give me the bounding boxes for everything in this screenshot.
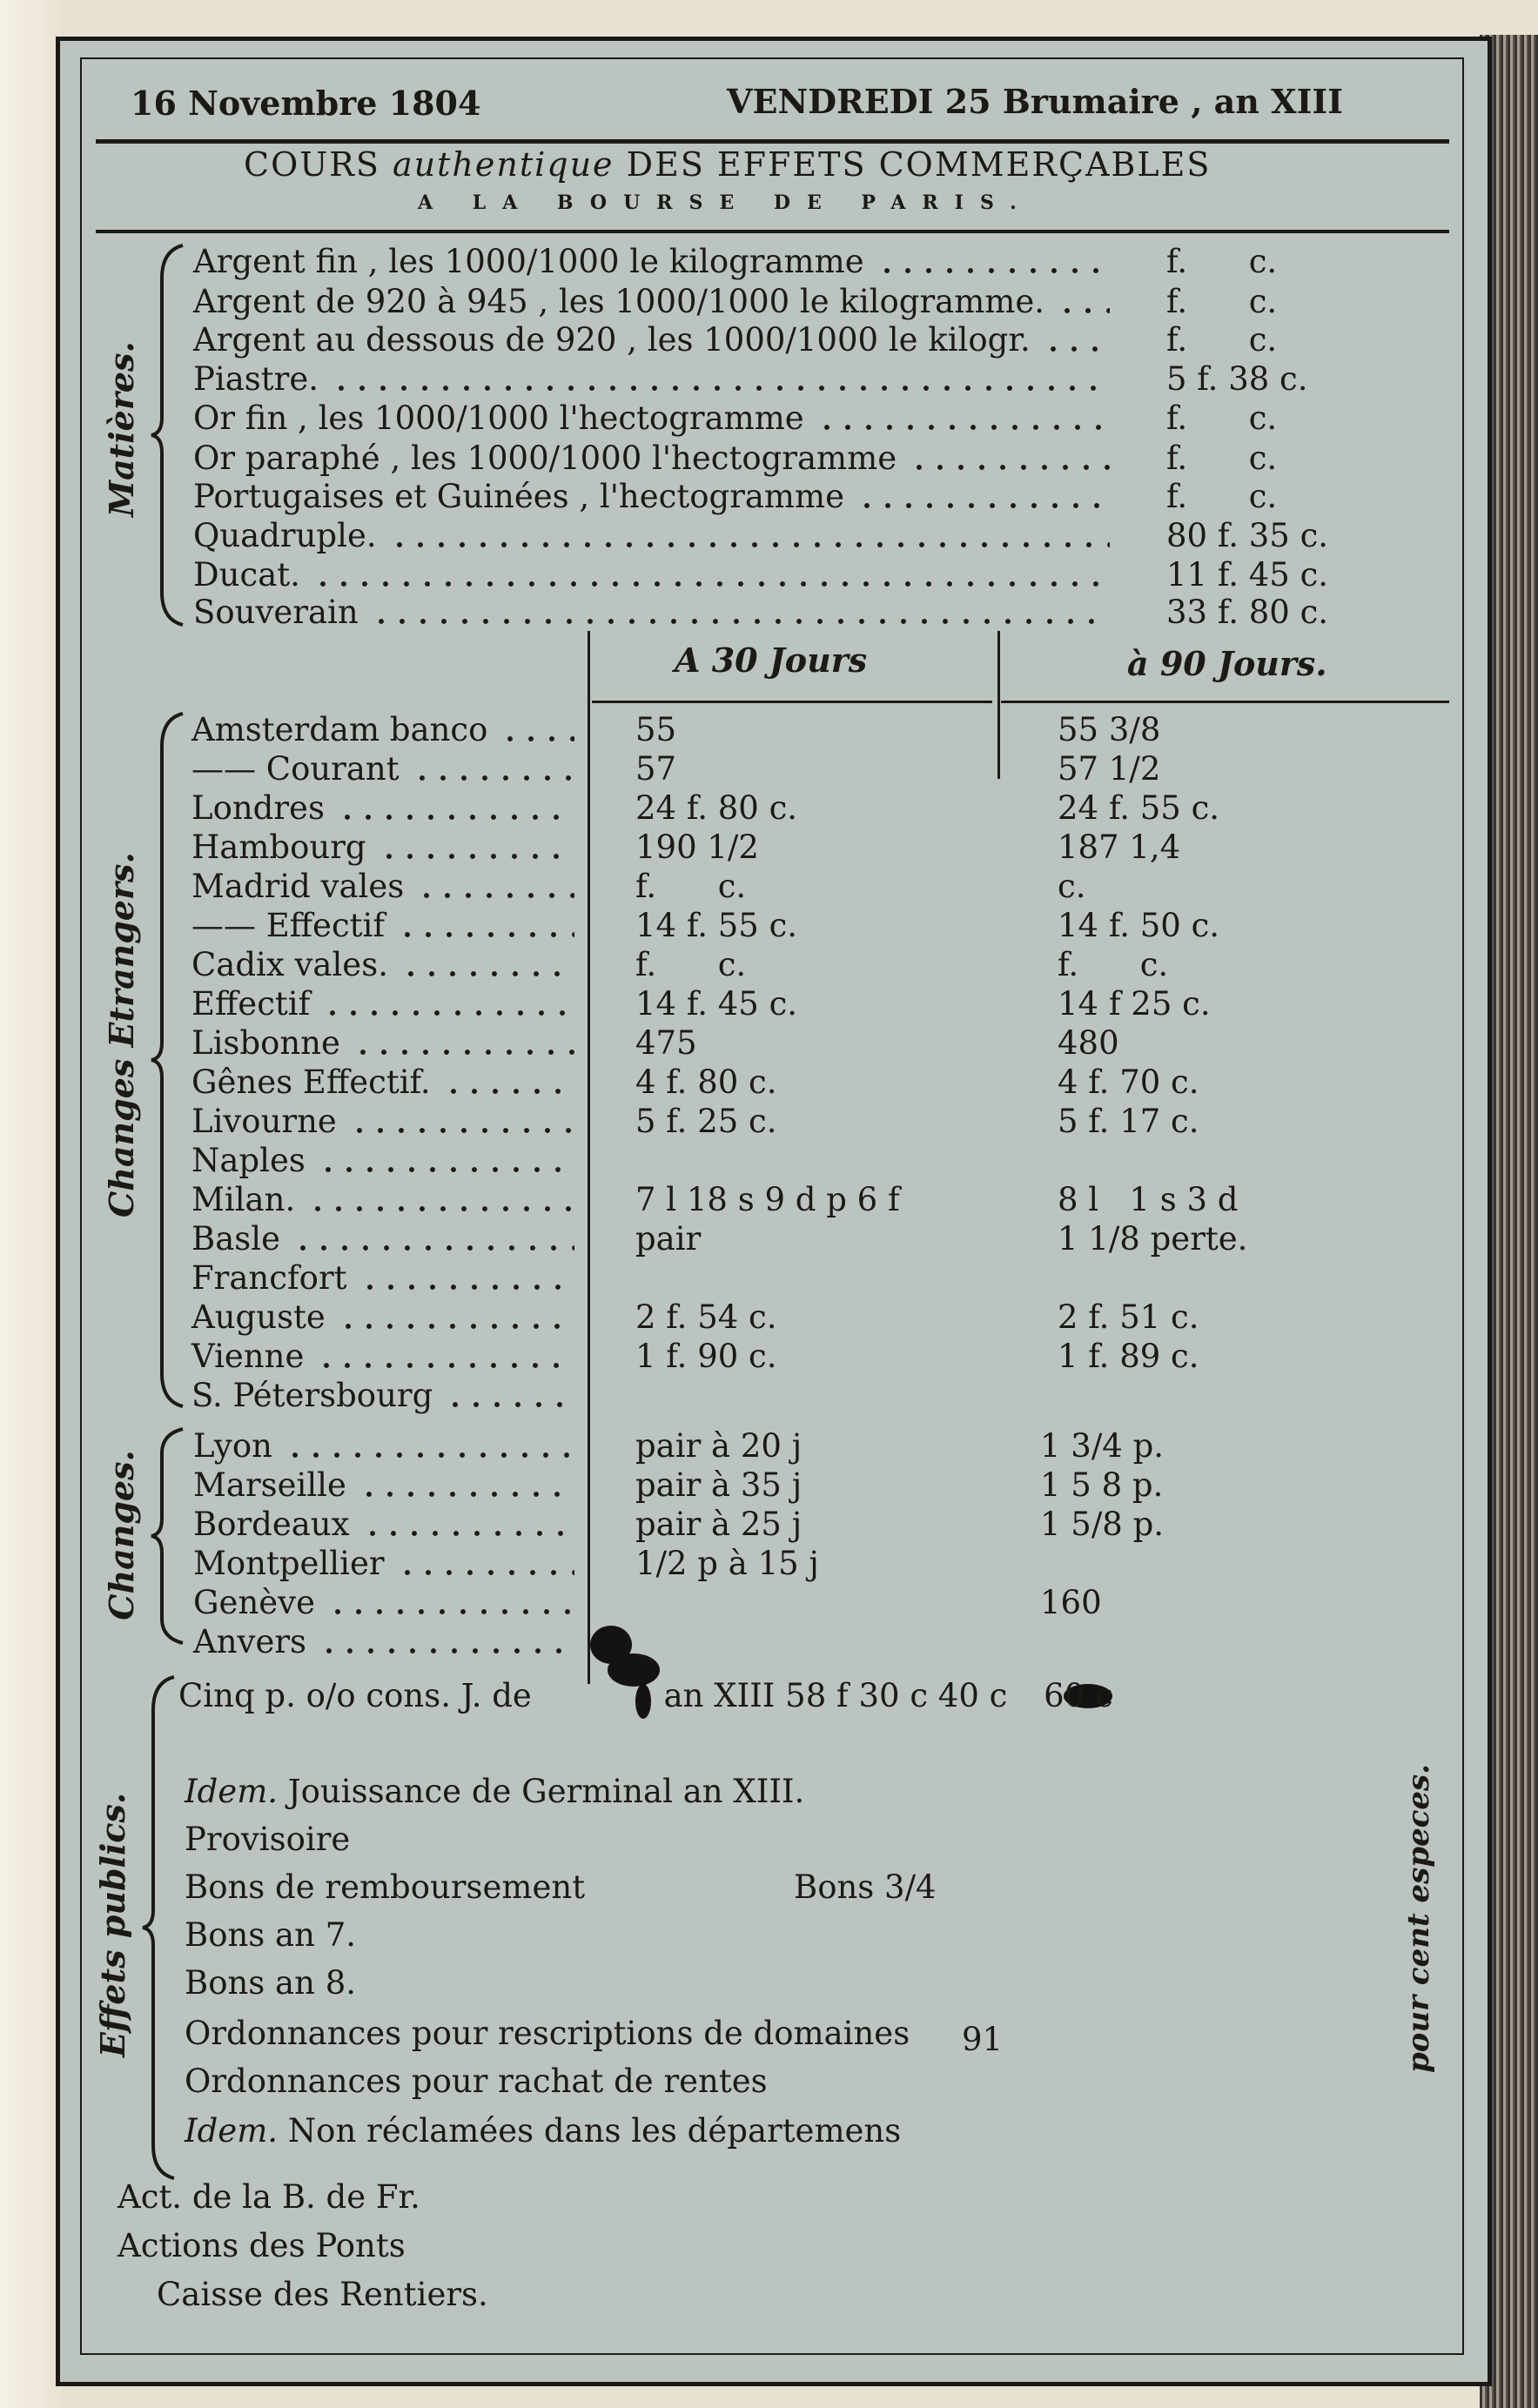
changes-label: Changes. [102,1450,141,1620]
changes-etrangers-row-30-jours: f. c. [635,868,747,905]
changes-etrangers-row-label: Livourne [191,1103,337,1140]
leader-dots [445,1402,574,1407]
leader-dots [338,1324,574,1329]
matieres-row-label: Or fin , les 1000/1000 l'hectogramme [193,399,804,437]
changes-row-label: Lyon [193,1427,272,1465]
matieres-row-value: f. c. [1166,243,1278,280]
actions-banque-de-france: Act. de la B. de Fr. [118,2178,420,2216]
title-cours: COURS [244,145,393,184]
changes-etrangers-row-90-jours: 1 f. 89 c. [1058,1338,1199,1375]
column-header-30-jours: A 30 Jours [675,641,868,680]
leader-dots [1057,308,1110,313]
leader-dots [318,1167,574,1172]
cinq-text: Cinq p. o/o cons. J. de [178,1677,542,1714]
changes-etrangers-row-30-jours: 24 f. 80 c. [635,789,798,827]
changes-row-90-jours: 1 5/8 p. [1040,1506,1165,1543]
cinq-values: an XIII 58 f 30 c 40 c [663,1677,1018,1714]
leader-dots [362,1531,574,1536]
changes-etrangers-row-label: Auguste [191,1298,326,1336]
matieres-row-value: f. c. [1166,439,1278,477]
leader-dots [307,1206,574,1211]
idem-text: Non réclamées dans les départemens [278,2112,902,2150]
changes-etrangers-row-label: Cadix vales. [191,946,388,983]
effets-publics-label: Effets publics. [93,1792,132,2057]
leader-dots [316,1363,574,1368]
changes-etrangers-row-30-jours: 2 f. 54 c. [635,1298,777,1336]
changes-row-label: Marseille [193,1466,346,1504]
changes-etrangers-row-label: —— Effectif [191,907,386,944]
changes-etrangers-row-30-jours: 5 f. 25 c. [635,1103,777,1140]
ordonnances-rachat-rentes: Ordonnances pour rachat de rentes [185,2063,768,2100]
changes-etrangers-row-90-jours: 14 f 25 c. [1058,985,1211,1023]
leader-dots [371,619,1110,624]
changes-etrangers-row-label: Madrid vales [191,868,405,905]
matieres-row-value: f. c. [1166,283,1278,320]
changes-etrangers-row-label: Lisbonne [191,1024,340,1062]
matieres-row-value: 33 f. 80 c. [1166,594,1329,631]
changes-etrangers-row-30-jours: 1 f. 90 c. [635,1338,777,1375]
leader-dots [349,1128,574,1133]
leader-dots [816,425,1110,430]
leader-dots [500,736,574,741]
changes-etrangers-row-label: Londres [191,789,325,827]
changes-etrangers-row-90-jours: f. c. [1058,946,1169,983]
changes-etrangers-row-30-jours: 4 f. 80 c. [635,1063,777,1101]
matieres-row-value: f. c. [1166,399,1278,437]
changes-etrangers-row-90-jours: 1 1/8 perte. [1058,1220,1248,1258]
matieres-row-label: Souverain [193,594,359,631]
idem-label: Idem. [185,2112,279,2150]
bons-de-remboursement: Bons de remboursement [185,1868,586,1906]
changes-etrangers-row-label: Naples [191,1142,306,1179]
leader-dots [312,581,1110,587]
changes-row-30-jours: pair à 20 j [635,1427,803,1465]
leader-dots [397,932,574,937]
column-rule-2 [1001,701,1449,703]
matieres-row-label: Argent de 920 à 945 , les 1000/1000 le kilogramme. [193,283,1045,320]
bons-an-7: Bons an 7. [185,1916,356,1954]
matieres-row-label: Piastre. [193,360,319,398]
changes-etrangers-row-label: Effectif [191,985,311,1023]
column-divider-1 [588,631,590,1684]
changes-row-30-jours: 1/2 p à 15 j [635,1545,819,1582]
changes-etrangers-row-90-jours: 55 3/8 [1058,711,1161,748]
leader-dots [389,542,1110,547]
changes-etrangers-row-30-jours: 190 1/2 [635,828,759,866]
title-effets: DES EFFETS COMMERÇABLES [614,145,1212,184]
leader-dots [412,775,574,781]
leader-dots [379,854,574,859]
changes-etrangers-row-label: Hambourg [191,828,366,866]
leader-dots [856,503,1110,508]
changes-row-90-jours: 1 5 8 p. [1040,1466,1164,1504]
changes-row-label: Montpellier [193,1545,385,1582]
idem-jouissance-germinal [185,1775,804,1808]
header-revolutionary-date: VENDREDI 25 Brumaire , an XIII [727,82,1343,121]
matieres-row-label: Or paraphé , les 1000/1000 l'hectogramme [193,439,897,477]
leader-dots [416,893,574,898]
changes-row-90-jours: 160 [1040,1584,1102,1621]
effets-publics-brace [139,1675,183,2180]
leader-dots [400,971,574,976]
changes-row-label: Bordeaux [193,1506,350,1543]
header-rule [96,139,1449,144]
leader-dots [319,1648,574,1653]
changes-etrangers-row-90-jours: 14 f. 50 c. [1058,907,1220,944]
changes-etrangers-row-90-jours: 24 f. 55 c. [1058,789,1220,827]
changes-etrangers-row-30-jours: 14 f. 55 c. [635,907,798,944]
leader-dots [331,386,1110,391]
matieres-row-value: f. c. [1166,478,1278,515]
leader-dots [876,268,1110,273]
actions-des-ponts: Actions des Ponts [118,2227,406,2264]
changes-etrangers-label: Changes Etrangers. [102,852,141,1217]
changes-etrangers-row-30-jours: 57 [635,750,677,788]
changes-row-90-jours: 1 3/4 p. [1040,1427,1165,1465]
bons-value: Bons 3/4 [794,1868,937,1906]
cinq-pour-cent-consolides [178,1677,1113,1714]
changes-etrangers-row-90-jours: 5 f. 17 c. [1058,1103,1199,1140]
changes-etrangers-row-label: Vienne [191,1338,305,1375]
changes-row-label: Genève [193,1584,315,1621]
leader-dots [285,1452,574,1458]
provisoire: Provisoire [185,1821,351,1858]
matieres-row-label: Quadruple. [193,517,377,554]
page-title [244,145,1212,184]
matieres-label: Matières. [102,341,141,517]
leader-dots [337,815,574,820]
idem-label: Idem. [185,1773,279,1810]
changes-etrangers-row-label: Milan. [191,1181,296,1218]
leader-dots [397,1570,574,1575]
matieres-row-value: f. c. [1166,321,1278,359]
changes-etrangers-brace [148,712,191,1408]
matieres-row-value: 5 f. 38 c. [1166,360,1308,398]
changes-etrangers-row-label: —— Courant [191,750,400,788]
leader-dots [292,1245,574,1251]
changes-etrangers-row-label: S. Pétersbourg [191,1377,433,1414]
cinq-value-last: 60 c [1044,1677,1113,1714]
book-gutter [0,0,61,2408]
matieres-row-label: Ducat. [193,556,300,594]
changes-etrangers-row-90-jours: 8 l 1 s 3 d [1058,1181,1239,1218]
title-rule [96,230,1449,233]
column-divider-2 [997,631,1000,779]
changes-etrangers-row-90-jours: 2 f. 51 c. [1058,1298,1199,1336]
matieres-brace [148,244,191,627]
changes-etrangers-row-label: Francfort [191,1259,347,1297]
column-header-90-jours: à 90 Jours. [1127,644,1327,683]
changes-etrangers-row-30-jours: f. c. [635,946,747,983]
header-date: 16 Novembre 1804 [131,84,481,123]
matieres-row-label: Argent fin , les 1000/1000 le kilogramme [193,243,864,280]
ordonnances-rescriptions-value: 91 [962,2021,1004,2058]
changes-etrangers-row-label: Basle [191,1220,280,1258]
pour-cent-especes-note: pour cent especes. [1401,1763,1436,2073]
title-authentique: authentique [392,145,615,184]
idem-text: Jouissance de Germinal an XIII. [278,1773,805,1810]
changes-etrangers-row-label: Gênes Effectif. [191,1063,431,1101]
changes-etrangers-row-30-jours: 7 l 18 s 9 d p 6 f [635,1181,900,1218]
changes-etrangers-row-30-jours: pair [635,1220,702,1258]
changes-row-30-jours: pair à 35 j [635,1466,803,1504]
changes-etrangers-row-90-jours: 187 1,4 [1058,828,1181,866]
matieres-row-value: 11 f. 45 c. [1166,556,1329,594]
changes-etrangers-row-90-jours: c. [1058,868,1086,905]
changes-etrangers-row-90-jours: 57 1/2 [1058,750,1161,788]
matieres-row-label: Argent au dessous de 920 , les 1000/1000 le kilogr. [193,321,1031,359]
bons-an-8: Bons an 8. [185,1964,356,2002]
changes-etrangers-row-30-jours: 55 [635,711,677,748]
matieres-row-label: Portugaises et Guinées , l'hectogramme [193,478,845,515]
column-rule-1 [592,701,992,703]
leader-dots [353,1050,574,1055]
ordonnances-rescriptions: Ordonnances pour rescriptions de domaines [185,2015,910,2052]
changes-etrangers-row-label: Amsterdam banco [191,711,488,748]
leader-dots [327,1609,574,1614]
changes-brace [148,1427,191,1645]
idem-non-reclamees [185,2112,902,2150]
page-subtitle: A LA BOURSE DE PARIS. [418,191,1033,214]
leader-dots [359,1284,574,1290]
changes-row-label: Anvers [193,1623,307,1660]
changes-etrangers-row-90-jours: 480 [1058,1024,1119,1062]
leader-dots [359,1492,574,1497]
leader-dots [322,1010,574,1016]
leader-dots [443,1089,574,1094]
matieres-row-value: 80 f. 35 c. [1166,517,1329,554]
leader-dots [1043,346,1110,352]
leader-dots [909,465,1110,470]
changes-etrangers-row-30-jours: 14 f. 45 c. [635,985,798,1023]
changes-etrangers-row-90-jours: 4 f. 70 c. [1058,1063,1199,1101]
changes-etrangers-row-30-jours: 475 [635,1024,697,1062]
caisse-des-rentiers: Caisse des Rentiers. [157,2276,488,2313]
changes-row-30-jours: pair à 25 j [635,1506,803,1543]
